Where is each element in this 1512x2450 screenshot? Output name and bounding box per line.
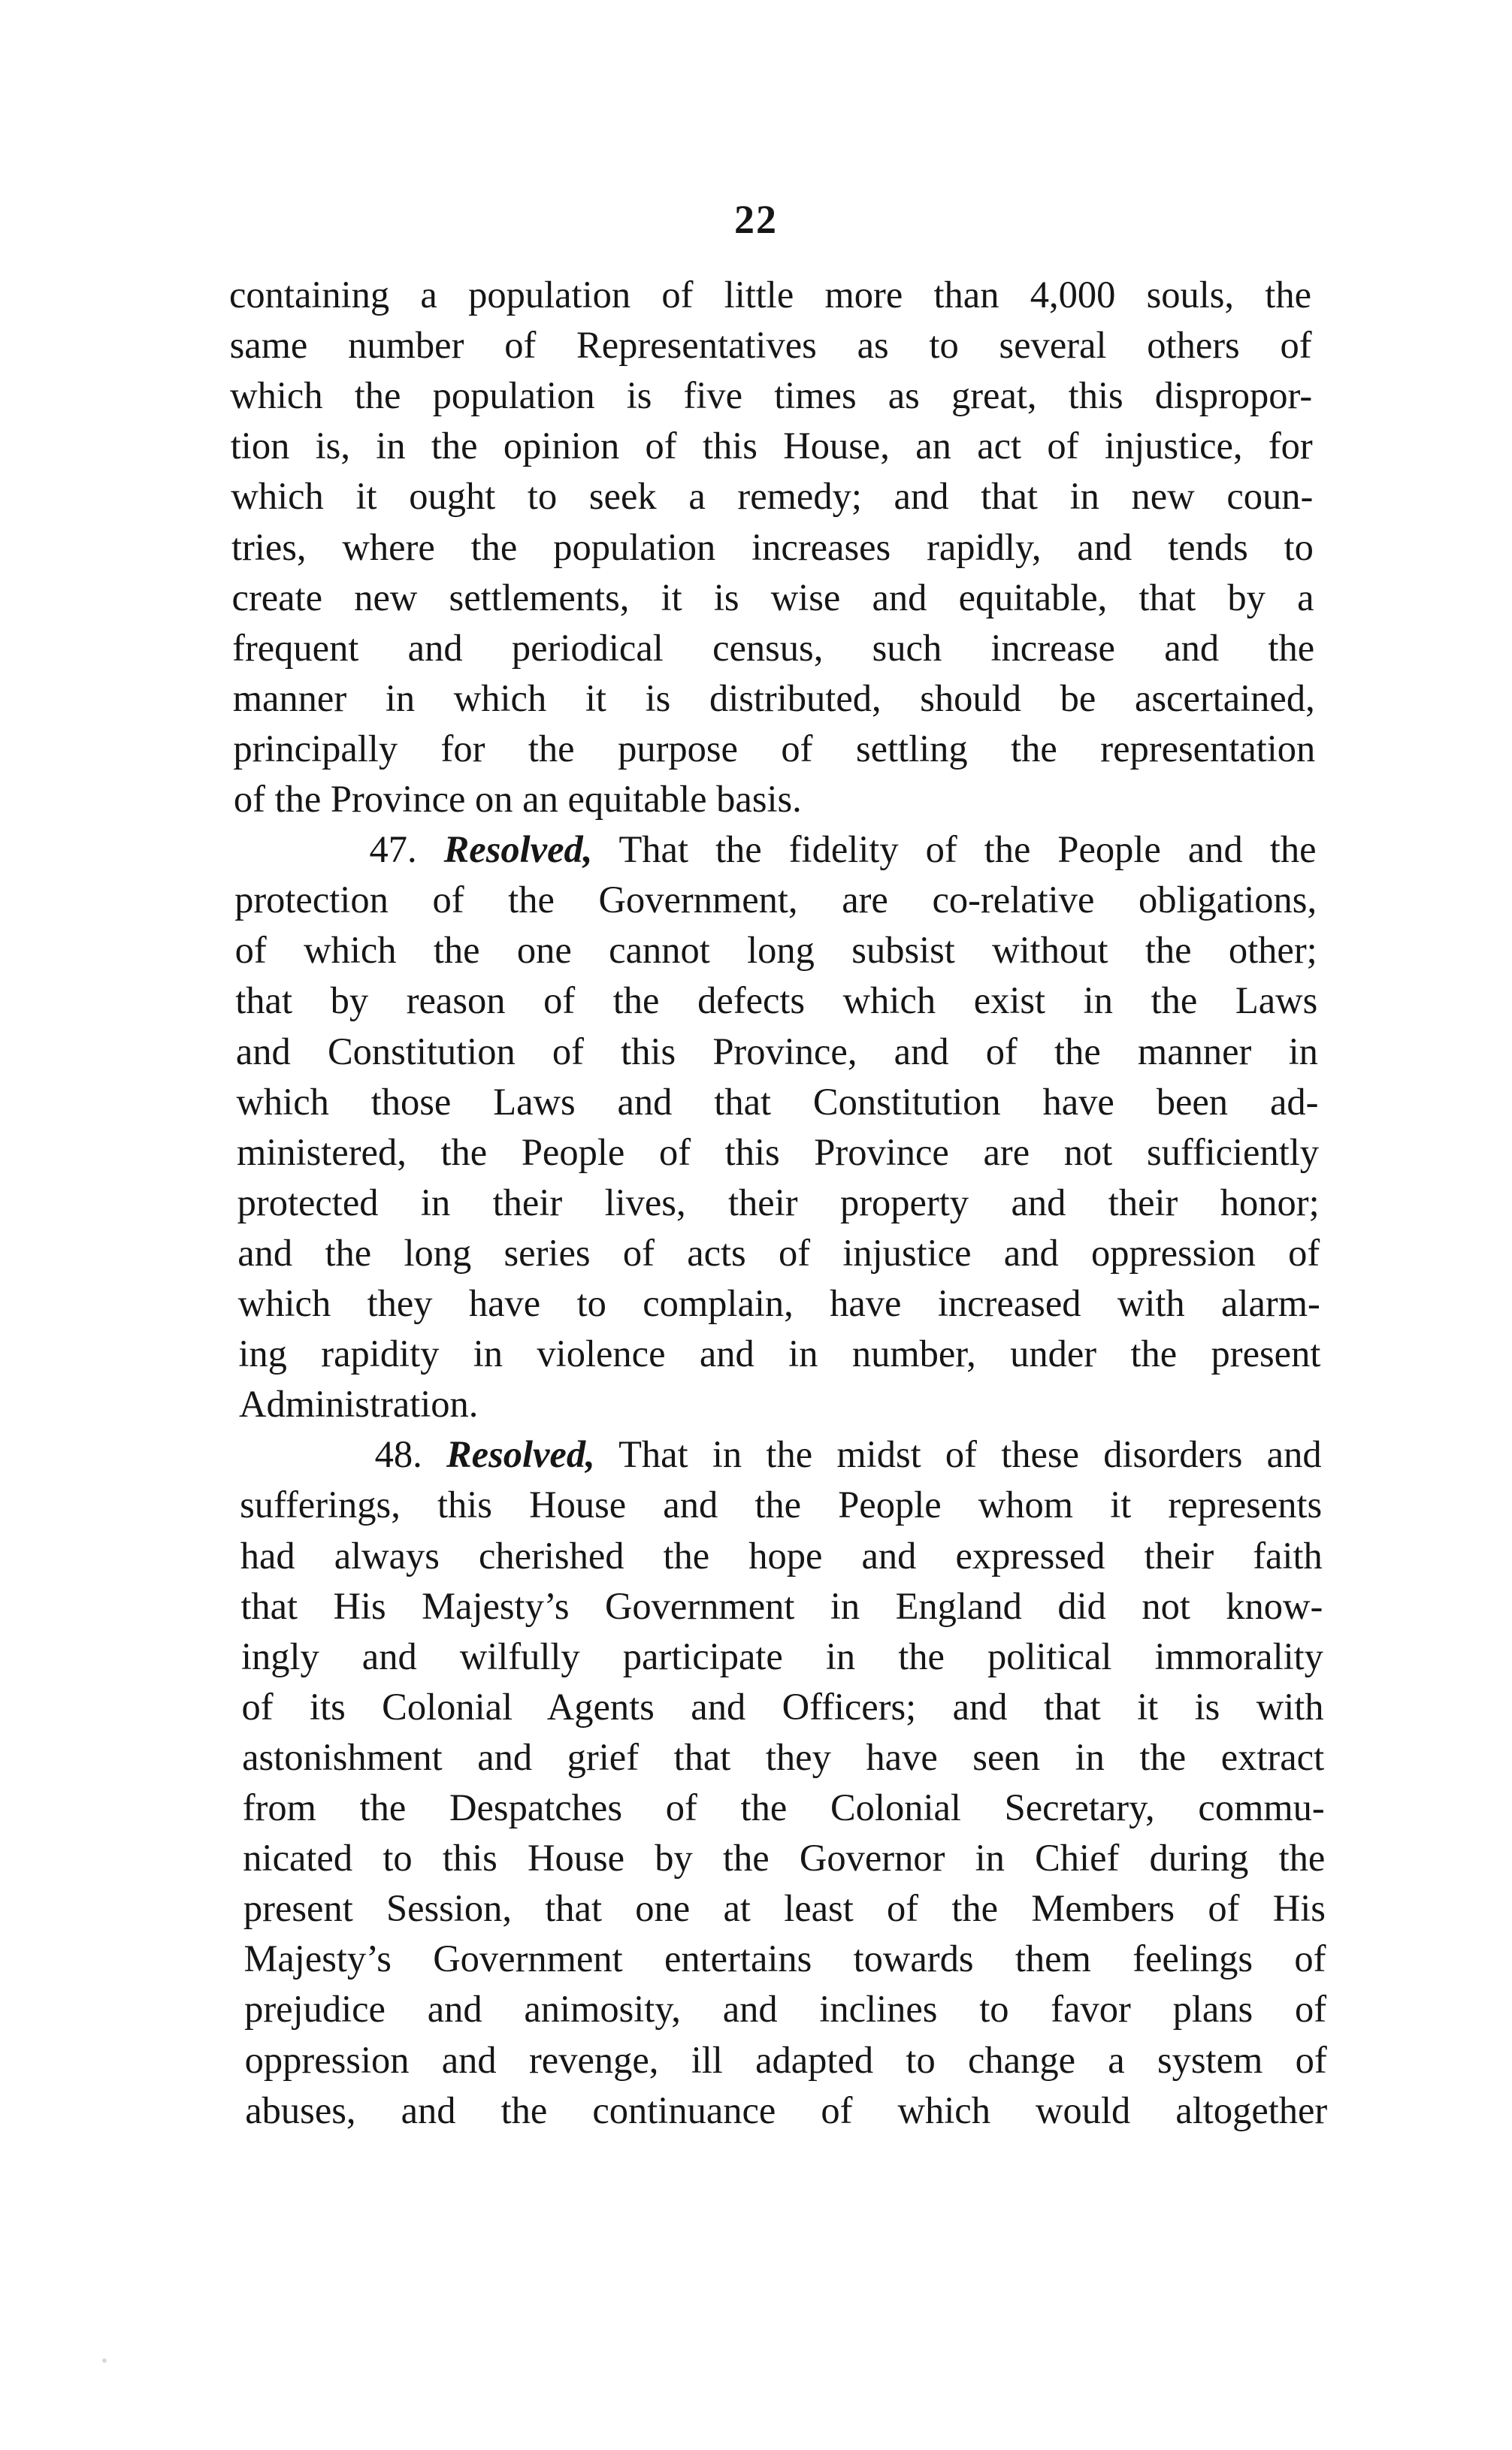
text-line: that by reason of the defects which exist in the Laws — [235, 979, 1318, 1022]
text-line — [240, 1429, 1322, 1480]
scan-speck — [102, 2358, 107, 2363]
text-line: create new settlements, it is wise and equitable, that by a — [231, 576, 1314, 619]
text-line: of its Colonial Agents and Officers; and that it is with — [241, 1685, 1324, 1728]
text-line: nicated to this House by the Governor in Chief during the — [243, 1837, 1326, 1880]
text-line: and Constitution of this Province, and of the manner in — [235, 1030, 1318, 1072]
text-line: containing a population of little more than 4,000 souls, the — [229, 274, 1311, 316]
text-line: which they have to complain, have increased with alarm- — [237, 1282, 1320, 1324]
text-line: protection of the Government, are co-relative obligations, — [234, 879, 1317, 921]
line-text: That the fidelity of the People and the — [592, 828, 1317, 871]
text-line: principally for the purpose of settling the representation — [233, 727, 1316, 770]
text-line: tion is, in the opinion of this House, an act of injustice, for — [230, 425, 1313, 467]
text-line: and the long series of acts of injustice and oppression of — [237, 1231, 1320, 1274]
text-line: that His Majesty’s Government in England did not know- — [240, 1584, 1323, 1627]
text-line: sufferings, this House and the People whom it represents — [240, 1484, 1323, 1526]
line-text: That in the midst of these disorders and — [594, 1433, 1322, 1476]
text-line: frequent and periodical census, such increase and the — [232, 626, 1315, 669]
text-line: same number of Representatives as to several others of — [229, 324, 1312, 367]
text-line: of which the one cannot long subsist without the other; — [234, 929, 1317, 972]
text-line — [234, 824, 1316, 875]
text-line: Administration. — [238, 1383, 479, 1426]
text-line: which it ought to seek a remedy; and that in new coun- — [231, 475, 1314, 518]
text-line: prejudice and animosity, and inclines to favor plans of — [244, 1988, 1327, 2031]
resolved-keyword: Resolved, — [443, 828, 593, 871]
resolution-number: 47. — [369, 828, 417, 871]
text-line: oppression and revenge, ill adapted to change a system of — [244, 2038, 1327, 2081]
text-line: of the Province on an equitable basis. — [233, 778, 802, 820]
text-line: astonishment and grief that they have seen in the extract — [242, 1735, 1325, 1778]
text-line: which those Laws and that Constitution have been ad- — [236, 1080, 1319, 1123]
text-line: ministered, the People of this Province are not sufficiently — [237, 1130, 1320, 1173]
text-line: which the population is five times as great, this dispropor- — [230, 374, 1313, 417]
resolution-number: 48. — [374, 1433, 422, 1476]
text-line: abuses, and the continuance of which would altogether — [245, 2089, 1328, 2131]
text-line: tries, where the population increases rapidly, and tends to — [231, 525, 1314, 568]
text-line: ingly and wilfully participate in the political immorality — [240, 1635, 1323, 1677]
text-line: protected in their lives, their property and their honor; — [237, 1181, 1320, 1223]
text-line: from the Despatches of the Colonial Secretary, commu- — [242, 1786, 1325, 1828]
text-line: had always cherished the hope and expressed their faith — [240, 1534, 1323, 1577]
text-line: manner in which it is distributed, should be ascertained, — [232, 676, 1315, 719]
resolved-keyword: Resolved, — [446, 1433, 595, 1476]
text-line: Majesty’s Government entertains towards them feelings of — [243, 1937, 1326, 1980]
page-number: 22 — [734, 197, 778, 242]
text-line: present Session, that one at least of the Members of His — [243, 1887, 1326, 1930]
text-line: ing rapidity in violence and in number, under the present — [238, 1332, 1321, 1375]
